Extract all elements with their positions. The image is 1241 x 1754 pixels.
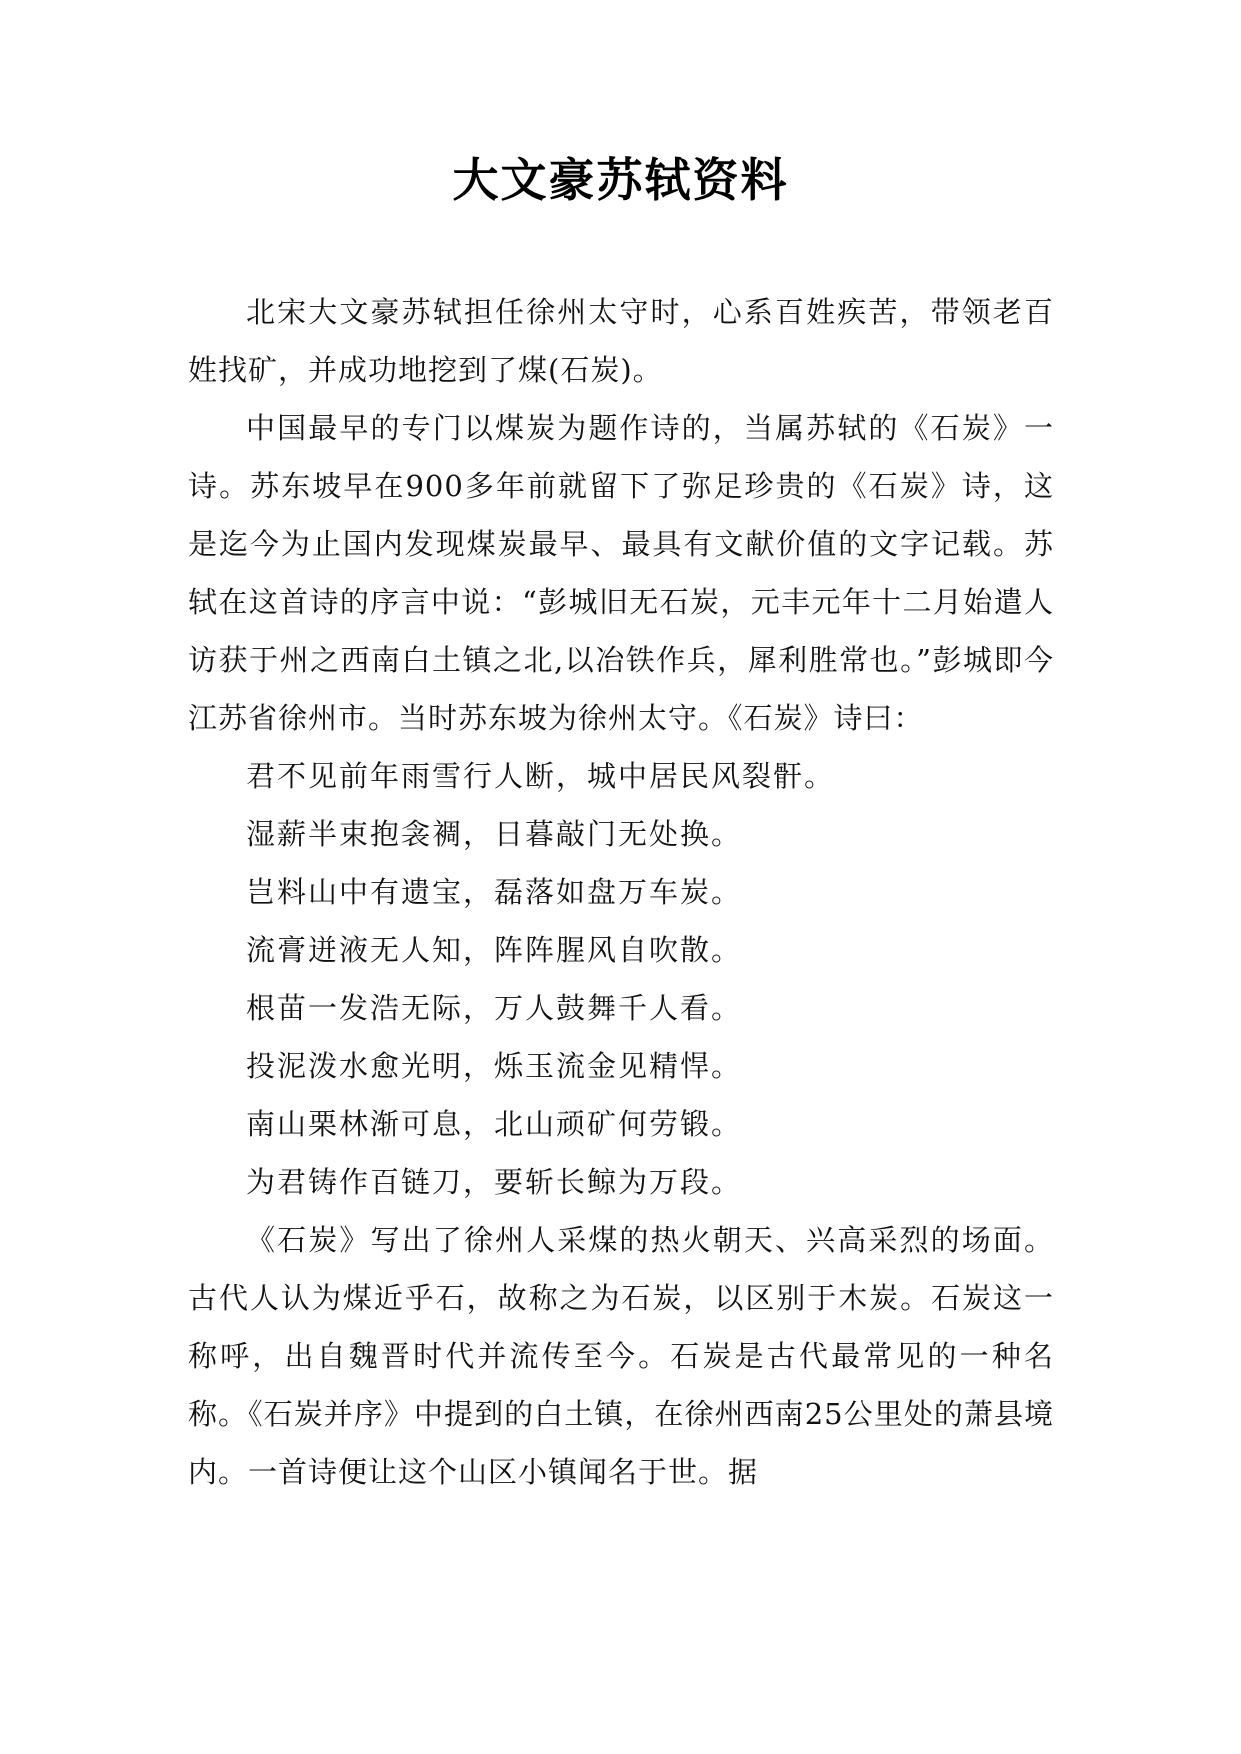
poem-verse: 流膏迸液无人知，阵阵腥风自吹散。 [246, 933, 743, 967]
poem-verse: 君不见前年雨雪行人断，城中居民风裂骭。 [246, 759, 836, 793]
poem-verse: 湿薪半束抱衾裯，日暮敲门无处换。 [246, 817, 743, 851]
poem-verse: 为君铸作百链刀，要斩长鲸为万段。 [246, 1165, 743, 1199]
poem-verses [188, 747, 1054, 1211]
paragraph-intro: 北宋大文豪苏轼担任徐州太守时，心系百姓疾苦，带领老百姓找矿，并成功地挖到了煤(石炭)。 [188, 295, 1054, 387]
poem-verse: 南山栗林渐可息，北山顽矿何劳锻。 [246, 1107, 743, 1141]
poem-verse: 根苗一发浩无际，万人鼓舞千人看。 [246, 991, 743, 1025]
paragraph-closing: 《石炭》写出了徐州人采煤的热火朝天、兴高采烈的场面。古代人认为煤近乎石，故称之为石炭，以区别于木炭。石炭这一称呼，出自魏晋时代并流传至今。石炭是古代最常见的一种名称。《石炭并序》中提到的白土镇，在徐州西南25公里处的萧县境内。一首诗便让这个山区小镇闻名于世。据 [188, 1223, 1054, 1489]
paragraph-poem-intro: 中国最早的专门以煤炭为题作诗的，当属苏轼的《石炭》一诗。苏东坡早在900多年前就留下了弥足珍贵的《石炭》诗，这是迄今为止国内发现煤炭最早、最具有文献价值的文字记载。苏轼在这首诗的序言中说：“彭城旧无石炭，元丰元年十二月始遣人访获于州之西南白土镇之北,以冶铁作兵，犀利胜常也。”彭城即今江苏省徐州市。当时苏东坡为徐州太守。《石炭》诗曰： [188, 411, 1054, 735]
document-body [188, 283, 1054, 1501]
document-title: 大文豪苏轼资料 [452, 153, 789, 207]
poem-verse: 投泥泼水愈光明，烁玉流金见精悍。 [246, 1049, 743, 1083]
poem-verse: 岂料山中有遗宝，磊落如盘万车炭。 [246, 875, 743, 909]
